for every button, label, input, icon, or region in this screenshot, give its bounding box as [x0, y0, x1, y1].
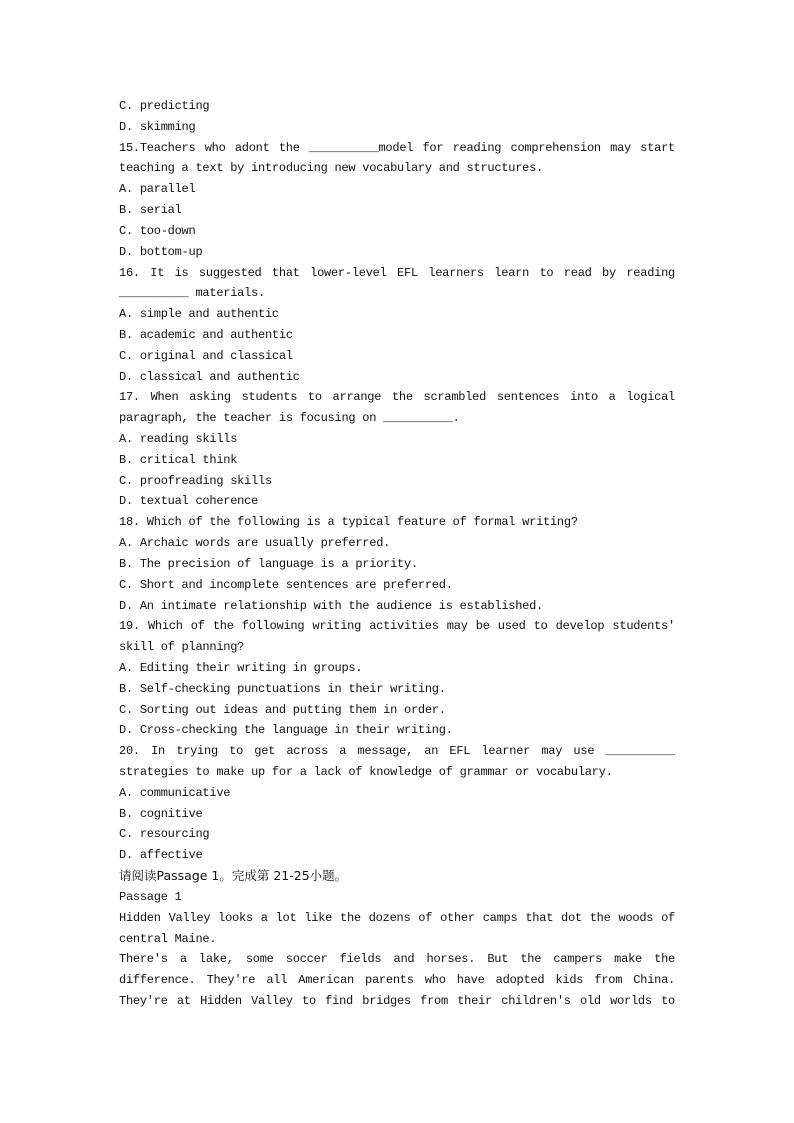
- text-line: central Maine.: [119, 931, 217, 946]
- text-line: 19. Which of the following writing activities may be used to develop students': [119, 619, 675, 634]
- text-line: 18. Which of the following is a typical feature of formal writing?: [119, 515, 578, 530]
- text-line: A. reading skills: [119, 432, 238, 446]
- text-line: B. academic and authentic: [119, 327, 293, 342]
- text-line: C. predicting: [119, 99, 210, 113]
- text-line: C. original and classical: [119, 348, 293, 363]
- text-line: skill of planning?: [119, 640, 245, 655]
- text-line: __________ materials.: [119, 286, 265, 301]
- text-line: D. textual coherence: [119, 494, 259, 509]
- text-line: 20. In trying to get across a message, an EFL learner may use __________: [119, 744, 675, 759]
- text-line: difference. They're all American parents who have adopted kids from China.: [119, 973, 675, 988]
- text-line: B. cognitive: [119, 806, 203, 821]
- text-line: D. An intimate relationship with the audience is established.: [119, 598, 544, 613]
- text-line: D. Cross-checking the language in their writing.: [119, 723, 453, 738]
- text-line: 16. It is suggested that lower-level EFL learners learn to read by reading: [119, 265, 675, 280]
- text-line: 17. When asking students to arrange the scrambled sentences into a logical: [119, 390, 675, 405]
- text-line: B. The precision of language is a priority.: [119, 556, 418, 571]
- text-line: 15.Teachers who adont the __________model for reading comprehension may start: [119, 140, 675, 155]
- text-line: B. critical think: [119, 452, 238, 467]
- text-line: A. communicative: [119, 785, 231, 800]
- text-line: A. parallel: [119, 182, 196, 197]
- text-line: C. proofreading skills: [119, 473, 272, 488]
- text-line: B. Self-checking punctuations in their writing.: [119, 681, 446, 696]
- text-line: A. Editing their writing in groups.: [119, 660, 363, 675]
- text-line: D. affective: [119, 848, 203, 863]
- text-line: B. serial: [119, 203, 182, 218]
- text-line: They're at Hidden Valley to find bridges from their children's old worlds to: [119, 993, 675, 1008]
- text-line: There's a lake, some soccer fields and horses. But the campers make the: [119, 952, 675, 967]
- text-line: strategies to make up for a lack of knowledge of grammar or vocabulary.: [119, 765, 613, 779]
- text-line: teaching a text by introducing new vocabulary and structures.: [119, 161, 544, 176]
- text-line: C. too-down: [119, 223, 196, 238]
- text-line: C. Short and incomplete sentences are preferred.: [119, 577, 453, 592]
- document-page: [119, 96, 675, 1012]
- text-line: 请阅读Passage 1。完成第 21-25小题。: [119, 868, 348, 884]
- text-line: C. resourcing: [119, 827, 210, 842]
- text-line: D. classical and authentic: [119, 369, 300, 384]
- text-line: Hidden Valley looks a lot like the dozens of other camps that dot the woods of: [119, 910, 675, 925]
- text-line: C. Sorting out ideas and putting them in order.: [119, 702, 446, 717]
- text-line: D. skimming: [119, 119, 196, 134]
- text-line: Passage 1: [119, 889, 182, 904]
- text-line: paragraph, the teacher is focusing on __________.: [119, 411, 460, 426]
- text-line: D. bottom-up: [119, 244, 203, 259]
- text-line: A. simple and authentic: [119, 307, 279, 322]
- text-line: A. Archaic words are usually preferred.: [119, 536, 391, 551]
